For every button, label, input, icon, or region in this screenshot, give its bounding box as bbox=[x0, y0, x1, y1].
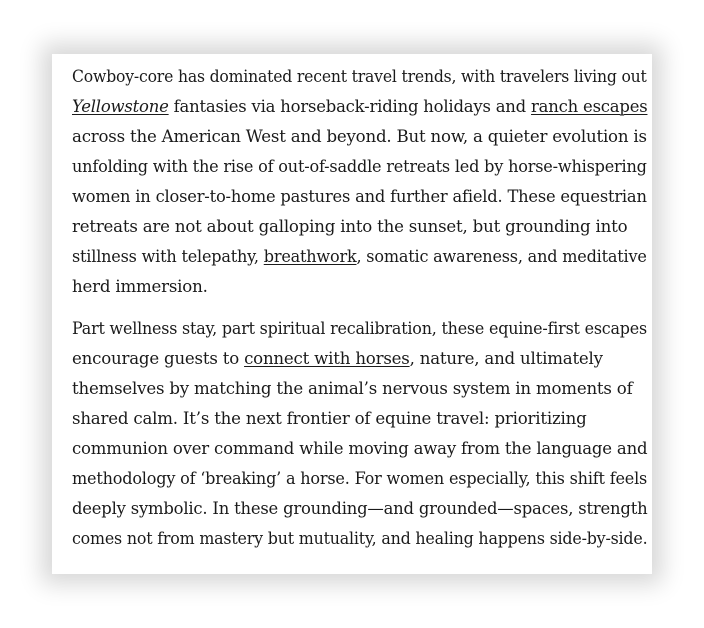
paragraph-1-line-7-end: , somatic awareness, and meditative bbox=[356, 247, 647, 266]
paragraph-2-line-6: methodology of ‘breaking’ a horse. For women especially, this shift feels bbox=[72, 469, 648, 488]
paragraph-2 bbox=[72, 314, 647, 554]
paragraph-1-line-5: women in closer-to-home pastures and further afield. These equestrian bbox=[72, 187, 647, 206]
ranch-escapes-link[interactable]: ranch escapes bbox=[531, 97, 648, 116]
paragraph-1-line-4: unfolding with the rise of out-of-saddle retreats led by horse-whispering bbox=[72, 157, 647, 176]
paragraph-1-line-8: herd immersion. bbox=[72, 277, 208, 296]
paragraph-2-line-2-end: , nature, and ultimately bbox=[409, 349, 603, 368]
connect-with-horses-link[interactable]: connect with horses bbox=[244, 349, 410, 368]
paragraph-1-line-1: Cowboy-core has dominated recent travel trends, with travelers living out bbox=[72, 67, 647, 86]
yellowstone-link-text: Yellowstone bbox=[72, 97, 169, 116]
paragraph-2-line-3: themselves by matching the animal’s nervous system in moments of bbox=[72, 379, 633, 398]
paragraph-1 bbox=[72, 62, 647, 302]
breathwork-link[interactable]: breathwork bbox=[263, 247, 357, 266]
paragraph-2-line-1: Part wellness stay, part spiritual recalibration, these equine-first escapes bbox=[72, 319, 647, 338]
paragraph-2-line-8: comes not from mastery but mutuality, and healing happens side-by-side. bbox=[72, 529, 648, 548]
paragraph-1-line-6: retreats are not about galloping into the sunset, but grounding into bbox=[72, 217, 628, 236]
paragraph-1-line-7 bbox=[72, 242, 647, 272]
paragraph-2-line-5: communion over command while moving away from the language and bbox=[72, 439, 648, 458]
article-body bbox=[72, 62, 647, 554]
paragraph-2-line-7: deeply symbolic. In these grounding—and grounded—spaces, strength bbox=[72, 499, 648, 518]
paragraph-2-line-4: shared calm. It’s the next frontier of equine travel: prioritizing bbox=[72, 409, 587, 428]
yellowstone-link[interactable] bbox=[72, 97, 169, 116]
paragraph-1-line-2-text: fantasies via horseback-riding holidays and bbox=[168, 97, 532, 116]
paragraph-2-line-2 bbox=[72, 344, 647, 374]
paragraph-1-line-3: across the American West and beyond. But now, a quieter evolution is bbox=[72, 127, 647, 146]
paragraph-1-line-7-start: stillness with telepathy, bbox=[72, 247, 264, 266]
paragraph-2-line-2-start: encourage guests to bbox=[72, 349, 245, 368]
paragraph-1-line-2 bbox=[72, 92, 648, 122]
